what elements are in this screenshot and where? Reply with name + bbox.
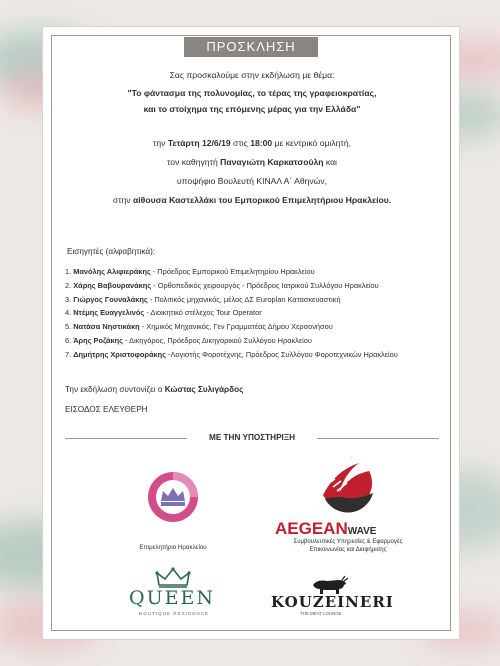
chamber-crown-logo-icon bbox=[147, 453, 199, 541]
kouzeineri-name: KOUZEINERI bbox=[271, 593, 394, 611]
speaker-role: - Ορθοπεδικός χειρουργός - Πρόεδρος Ιατρικού Συλλόγου Ηρακλείου bbox=[151, 280, 379, 290]
free-entry: ΕΙΣΟΔΟΣ ΕΛΕΥΘΕΡΗ bbox=[65, 405, 148, 414]
speaker-name: Μανόλης Αλιφιεράκης bbox=[73, 267, 151, 276]
chamber-caption: Επιμελητήριο Ηρακλείου bbox=[139, 544, 207, 551]
bull-logo-icon bbox=[309, 575, 349, 595]
queen-name: QUEEN bbox=[129, 587, 215, 609]
speakers-list bbox=[65, 265, 445, 362]
speaker-role: - Χημικός Μηχανικός, Γεν Γραμματέας Δήμου Χερσονήσου bbox=[139, 322, 333, 332]
list-item: 1. Μανόλης Αλιφιεράκης - Πρόεδρος Εμπορικού Επιμελητηρίου Ηρακλείου bbox=[65, 267, 315, 276]
aegean-wave-logo-icon bbox=[315, 453, 379, 513]
divider bbox=[317, 438, 439, 439]
coordinator-line: Την εκδήλωση συντονίζει ο Κώστας Συλιγάρδος bbox=[65, 385, 244, 394]
speaker-role: -Λογιστής Φοροτέχνης, Πρόεδρος Συλλόγου Φοροτεχνικών Ηρακλείου bbox=[165, 349, 398, 359]
aegean-wave-subtitle: Συμβουλευτικές Υπηρεσίες & Εφαρμογές Επικοινωνίας και Διαφήμισης bbox=[293, 539, 403, 553]
candidate-line: υποψήφιο Βουλευτή ΚΙΝΑΛ Α΄ Αθηνών, bbox=[176, 176, 328, 186]
list-item: 2. Χάρης Βαβουρανάκης - Ορθοπεδικός χειρουργός - Πρόεδρος Ιατρικού Συλλόγου Ηρακλείου bbox=[65, 280, 379, 290]
invitation-card bbox=[42, 26, 460, 640]
speaker-name: Άρης Ροζάκης bbox=[73, 335, 123, 345]
list-item: 7. Δημήτρης Χριστοφοράκης -Λογιστής Φοροτέχνης, Πρόεδρος Συλλόγου Φοροτεχνικών Ηρακλείου bbox=[65, 349, 398, 359]
venue-name: αίθουσα Καστελλάκι του Εμπορικού Επιμελητήριου Ηρακλείου. bbox=[133, 195, 392, 205]
event-time: 18:00 bbox=[250, 138, 273, 148]
speaker-role: - Πολιτικός μηχανικός, μέλος ΔΣ Europlan Κατασκευαστική bbox=[147, 294, 341, 304]
speaker-name: Νατάσα Νηστικάκη bbox=[73, 322, 140, 332]
topic-line-1: "Το φάντασμα της πολυνομίας, το τέρας της γραφειοκρατίας, bbox=[127, 88, 377, 98]
speaker-name: Ντέμης Ευαγγελινός bbox=[73, 308, 145, 318]
speaker-name: Γιώργος Γουναλάκης bbox=[73, 294, 148, 304]
venue-line: στην αίθουσα Καστελλάκι του Εμπορικού Επιμελητήριου Ηρακλείου. bbox=[112, 195, 392, 205]
main-speaker-line: τον καθηγητή Παναγιώτη Καρκατσούλη και bbox=[167, 157, 337, 167]
queen-crown-logo-icon bbox=[155, 567, 191, 589]
list-item: 4. Ντέμης Ευαγγελινός - Διοικητικό στέλεχος Tour Operator bbox=[65, 308, 262, 318]
topic-line-2: και το στοίχημα της επόμενης μέρας για την Ελλάδα" bbox=[143, 104, 361, 114]
list-item: 3. Γιώργος Γουναλάκης - Πολιτικός μηχανικός, μέλος ΔΣ Europlan Κατασκευαστική bbox=[65, 294, 341, 304]
coordinator-name: Κώστας Συλιγάρδος bbox=[164, 385, 244, 394]
list-item: 6. Άρης Ροζάκης - Δικηγόρος, Πρόεδρος Δικηγορικού Συλλόγου Ηρακλείου bbox=[65, 335, 312, 345]
aegean-wave-name: AEGEANWAVE bbox=[275, 519, 377, 538]
speakers-heading: Εισηγητές (αλφαβητικά): bbox=[67, 247, 156, 256]
main-speaker-name: Παναγιώτη Καρκατσούλη bbox=[220, 157, 324, 167]
support-label: ΜΕ ΤΗΝ ΥΠΟΣΤΗΡΙΞΗ bbox=[209, 433, 295, 442]
invitation-title: ΠΡΟΣΚΛΗΣΗ bbox=[184, 37, 318, 57]
event-date: Τετάρτη 12/6/19 bbox=[167, 138, 231, 148]
when-line: την Τετάρτη 12/6/19 στις 18:00 με κεντρικό ομιλητή, bbox=[153, 138, 351, 148]
invite-line: Σας προσκαλούμε στην εκδήλωση με θέμα: bbox=[169, 70, 335, 80]
queen-subtitle: BOUTIQUE RESIDENCE bbox=[139, 611, 210, 616]
speaker-role: - Διοικητικό στέλεχος Tour Operator bbox=[144, 308, 262, 318]
speaker-role: - Πρόεδρος Εμπορικού Επιμελητηρίου Ηρακλείου bbox=[150, 267, 315, 276]
speaker-name: Χάρης Βαβουρανάκης bbox=[73, 280, 152, 290]
kouzeineri-subtitle: THE MEAT LOUNGE bbox=[300, 611, 342, 616]
list-item: 5. Νατάσα Νηστικάκη - Χημικός Μηχανικός, Γεν Γραμματέας Δήμου Χερσονήσου bbox=[65, 322, 333, 332]
speaker-role: - Δικηγόρος, Πρόεδρος Δικηγορικού Συλλόγου Ηρακλείου bbox=[123, 335, 312, 345]
speaker-name: Δημήτρης Χριστοφοράκης bbox=[73, 349, 166, 359]
